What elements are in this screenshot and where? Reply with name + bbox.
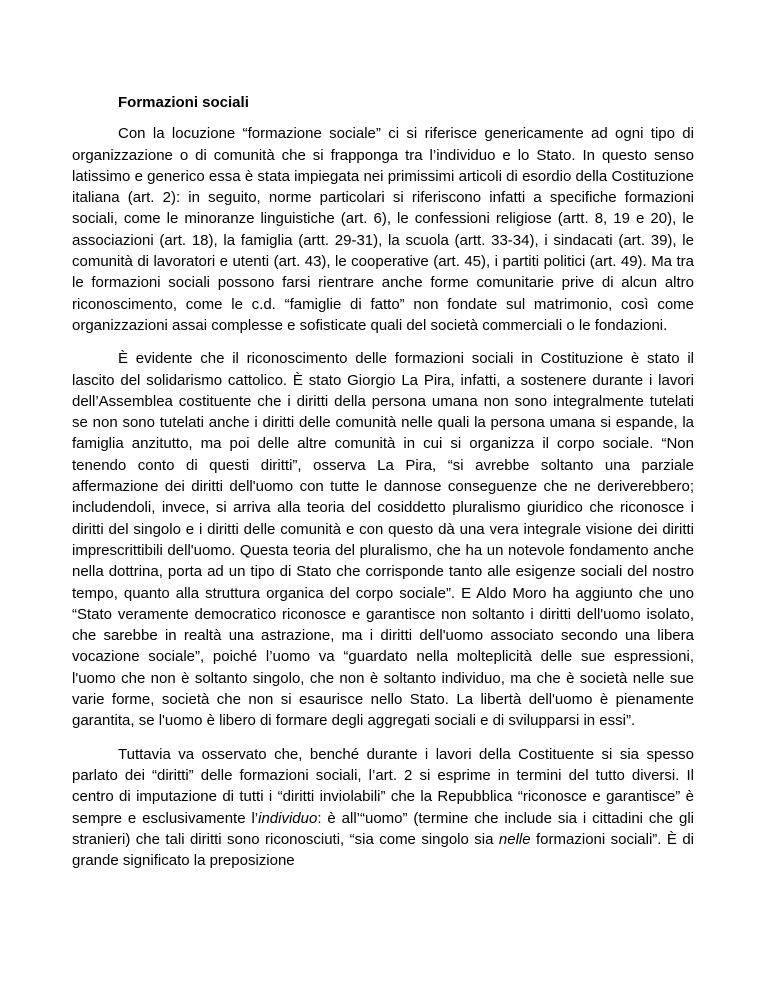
paragraph-3-text-b: : è all’“uomo” (termine che include sia i cittadini che gli stranieri) che tali diritti sono riconosciuti, “sia come singolo sia xyxy=(72,809,694,848)
emphasis-individuo: individuo xyxy=(258,809,318,827)
document-page xyxy=(72,92,694,883)
paragraph-3-text-c: formazioni sociali”. È di grande significato la preposizione xyxy=(72,830,694,870)
section-heading: Formazioni sociali xyxy=(118,94,249,111)
emphasis-nelle: nelle xyxy=(498,830,531,848)
paragraph-1: Con la locuzione “formazione sociale” ci si riferisce genericamente ad ogni tipo di organizzazione o di comunità che si frapponga tra l’individuo e lo Stato. In questo senso latissimo e generico essa è stata impiegata nei primissimi articoli di esordio della Costituzione italiana (art. 2): in seguito, norme particolari si riferiscono infatti a specifiche formazioni sociali, come le minoranze linguistiche (art. 6), le confessioni religiose (artt. 8, 19 e 20), le associazioni (art. 18), la famiglia (artt. 29-31), la scuola (artt. 33-34), i sindacati (art. 39), le comunità di lavoratori e utenti (art. 43), le cooperative (art. 45), i partiti politici (art. 49). Ma tra le formazioni sociali possono farsi rientrare anche forme comunitarie prive di alcun altro riconoscimento, come le c.d. “famiglie di fatto” non fondate sul matrimonio, così come organizzazioni assai complesse e sofisticate quali del società commerciali o le fondazioni. xyxy=(72,125,694,334)
paragraph-3-text-a: Tuttavia va osservato che, benché durante i lavori della Costituente si sia spesso parlato dei “diritti” delle formazioni sociali, l’art. 2 si esprime in termini del tutto diversi. Il centro di imputazione di tutti i “diritti inviolabili” che la Repubblica “riconosce e garantisce” è sempre e esclusivamente l’ xyxy=(72,745,694,827)
paragraph-2: È evidente che il riconoscimento delle formazioni sociali in Costituzione è stato il lascito del solidarismo cattolico. È stato Giorgio La Pira, infatti, a sostenere durante i lavori dell’Assemblea costituente che i diritti della persona umana non sono integralmente tutelati se non sono tutelati anche i diritti delle comunità nelle quali la persona umana si espande, la famiglia anzitutto, ma poi delle altre comunità in cui si organizza il corpo sociale. “Non tenendo conto di questi diritti”, osserva La Pira, “si avrebbe soltanto una parziale affermazione dei diritti dell'uomo con tutte le dannose conseguenze che ne deriverebbero; includendoli, invece, si arriva alla teoria del cosiddetto pluralismo giuridico che riconosce i diritti del singolo e i diritti delle comunità e con questo dà una vera integrale visione dei diritti imprescrittibili dell'uomo. Questa teoria del pluralismo, che ha un notevole fondamento anche nella dottrina, porta ad un tipo di Stato che corrisponde tanto alle esigenze sociali del nostro tempo, quanto alla struttura organica del corpo sociale”. E Aldo Moro ha aggiunto che uno “Stato veramente democratico riconosce e garantisce non soltanto i diritti dell'uomo isolato, che sarebbe in realtà una astrazione, ma i diritti dell'uomo associato secondo una libera vocazione sociale”, poiché l’uomo va “guardato nella molteplicità delle sue espressioni, l'uomo che non è soltanto singolo, che non è soltanto individuo, ma che è società nelle sue varie forme, società che non si esaurisce nello Stato. La libertà dell'uomo è pienamente garantita, se l'uomo è libero di formare degli aggregati sociali e di svilupparsi in essi”. xyxy=(72,350,694,730)
paragraph-3 xyxy=(72,744,694,872)
